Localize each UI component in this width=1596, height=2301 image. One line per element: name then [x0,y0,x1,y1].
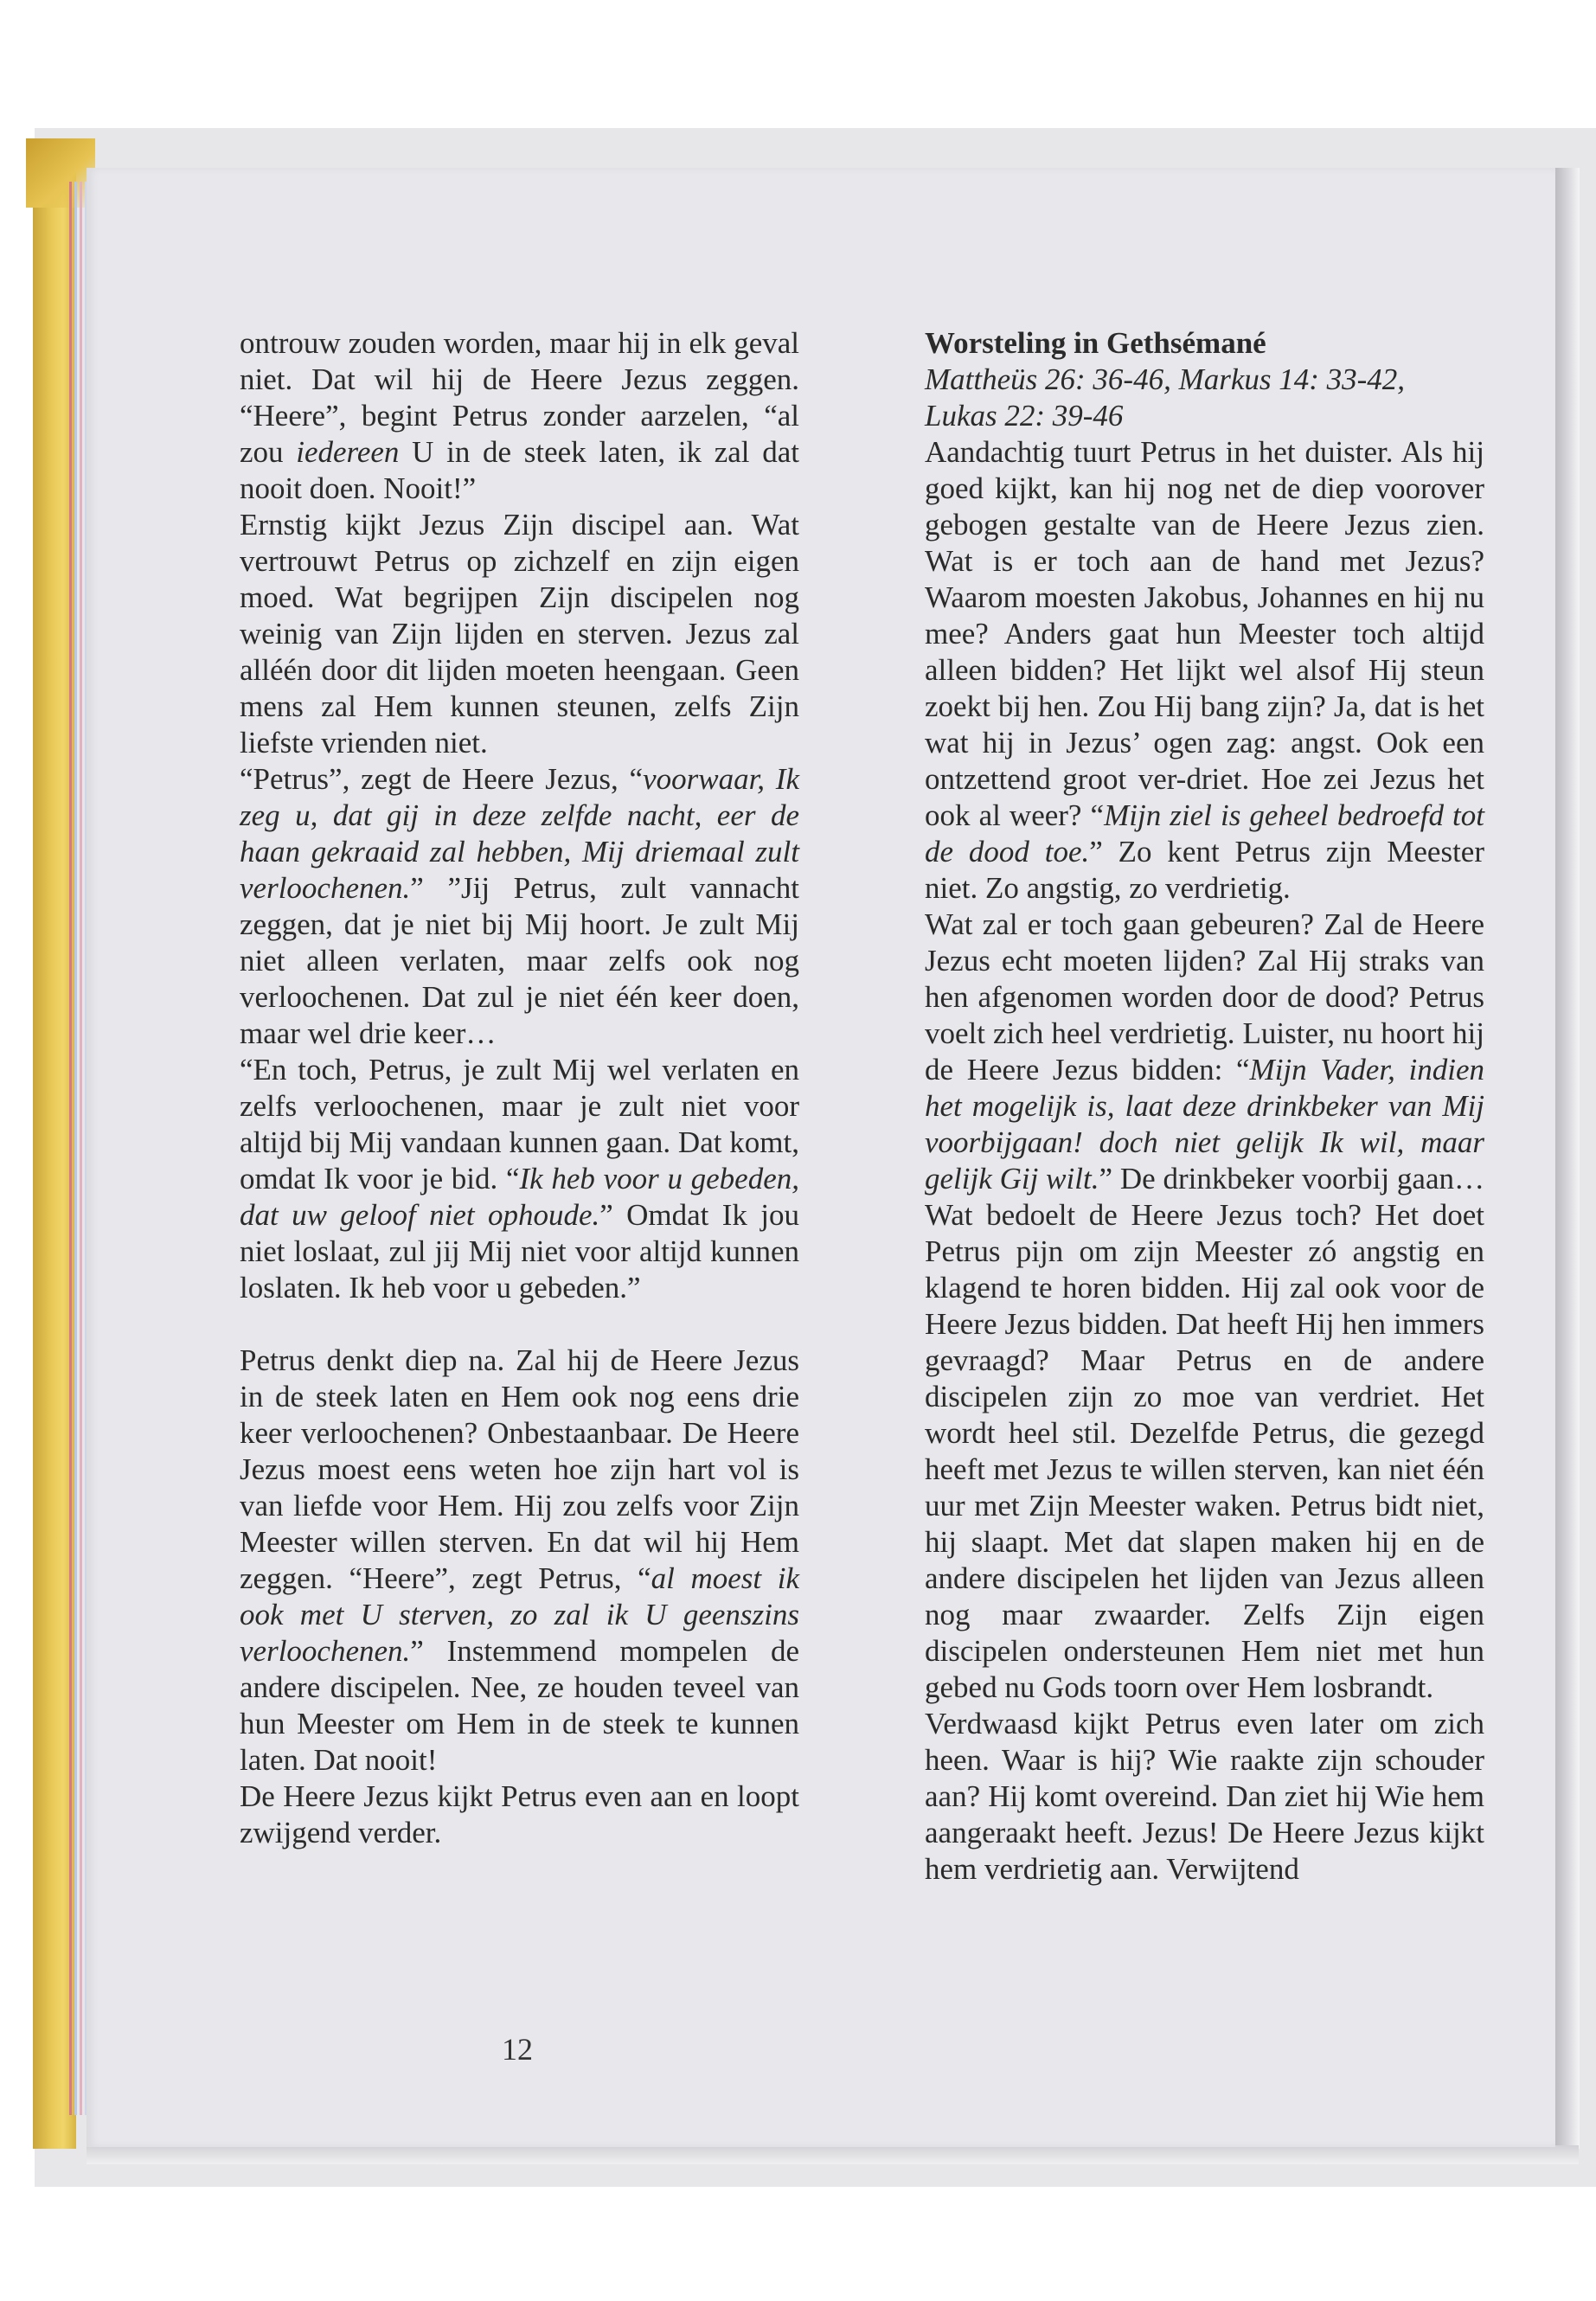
scripture-reference: Mattheüs 26: 36-46, Markus 14: 33-42, Lukas 22: 39-46 [925,362,1406,433]
left-paragraph-2: Ernstig kijkt Jezus Zijn discipel aan. Wat vertrouwt Petrus op zichzelf en zijn eigen moed. Wat begrijpen Zijn discipelen nog weinig van Zijn lijden en sterven. Jezus zal alléén door dit lijden moeten heengaan. Geen mens zal Hem kunnen steunen, zelfs Zijn liefste vrienden niet. [240,508,799,760]
page-bottom-edge [87,2145,1579,2164]
left-paragraph-6: De Heere Jezus kijkt Petrus even aan en loopt zwijgend verder. [240,1779,799,1849]
left-paragraph-3: “Petrus”, zegt de Heere Jezus, “voorwaar, Ik zeg u, dat gij in deze zelfde nacht, eer de haan gekraaid zal hebben, Mij driemaal zult verloochenen.” ”Jij Petrus, zult vannacht zeggen, dat je niet bij Mij hoort. Je zult Mij niet alleen verlaten, maar zelfs ook nog verloochenen. Dat zul je niet één keer doen, maar wel drie keer… [240,762,799,1050]
page-right-edge [1554,168,1580,2149]
left-paragraph-1: ontrouw zouden worden, maar hij in elk geval niet. Dat wil hij de Heere Jezus zeggen. “Heere”, begint Petrus zonder aarzelen, “al zou iedereen U in de steek laten, ik zal dat nooit doen. Nooit!” [240,326,799,505]
right-paragraph-3: Verdwaasd kijkt Petrus even later om zich heen. Waar is hij? Wie raakte zijn schouder aan? Hij komt overeind. Dan ziet hij Wie hem aangeraakt heeft. Jezus! De Heere Jezus kijkt hem verdrietig aan. Verwijtend [925,1707,1484,1886]
section-heading: Worsteling in Gethsémané [925,326,1266,360]
left-column [240,325,799,1851]
right-paragraph-1: Aandachtig tuurt Petrus in het duister. Als hij goed kijkt, kan hij nog net de diep voorover gebogen gestalte van de Heere Jezus zien. Wat is er toch aan de hand met Jezus? Waarom moesten Jakobus, Johannes en hij nu mee? Anders gaat hun Meester toch altijd alleen bidden? Het lijkt wel alsof Hij steun zoekt bij hen. Zou Hij bang zijn? Ja, dat is het wat hij in Jezus’ ogen zag: angst. Ook een ontzettend groot ver-driet. Hoe zei Jezus het ook al weer? “Mijn ziel is geheel bedroefd tot de dood toe.” Zo kent Petrus zijn Meester niet. Zo angstig, zo verdrietig. [925,435,1484,905]
page-number: 12 [502,2032,533,2067]
left-paragraph-4: “En toch, Petrus, je zult Mij wel verlaten en zelfs verloochenen, maar je zult niet voor altijd bij Mij vandaan kunnen gaan. Dat komt, omdat Ik voor je bid. “Ik heb voor u gebeden, dat uw geloof niet ophoude.” Omdat Ik jou niet loslaat, zul jij Mij niet voor altijd kunnen loslaten. Ik heb voor u gebeden.” [240,1053,800,1304]
right-paragraph-2: Wat zal er toch gaan gebeuren? Zal de Heere Jezus echt moeten lijden? Zal Hij straks van hen afgenomen worden door de dood? Petrus voelt zich heel verdrietig. Luister, nu hoort hij de Heere Jezus bidden: “Mijn Vader, indien het mogelijk is, laat deze drinkbeker van Mij voorbijgaan! doch niet gelijk Ik wil, maar gelijk Gij wilt.” De drinkbeker voorbij gaan… Wat bedoelt de Heere Jezus toch? Het doet Petrus pijn om zijn Meester zó angstig en klagend te horen bidden. Hij zal ook voor de Heere Jezus bidden. Dat heeft Hij hen immers gevraagd? Maar Petrus en de andere discipelen zijn zo moe van verdriet. Het wordt heel stil. Dezelfde Petrus, die gezegd heeft met Jezus te willen sterven, kan niet één uur met Zijn Meester waken. Petrus bidt niet, hij slaapt. Met dat slapen maken hij en de andere discipelen het lijden van Jezus alleen nog maar zwaarder. Zelfs Zijn eigen discipelen ondersteunen Hem niet met hun gebed nu Gods toorn over Hem losbrandt. [925,907,1485,1704]
left-paragraph-5: Petrus denkt diep na. Zal hij de Heere Jezus in de steek laten en Hem ook nog eens drie keer verloochenen? Onbestaanbaar. De Heere Jezus moest eens weten hoe zijn hart vol is van liefde voor Hem. Hij zou zelfs voor Zijn Meester willen sterven. En dat wil hij Hem zeggen. “Heere”, zegt Petrus, “al moest ik ook met U sterven, zo zal ik U geenszins verloochenen.” Instemmend mompelen de andere discipelen. Nee, ze houden teveel van hun Meester om Hem in de steek te kunnen laten. Dat nooit! [240,1343,799,1777]
right-column [925,325,1484,1888]
